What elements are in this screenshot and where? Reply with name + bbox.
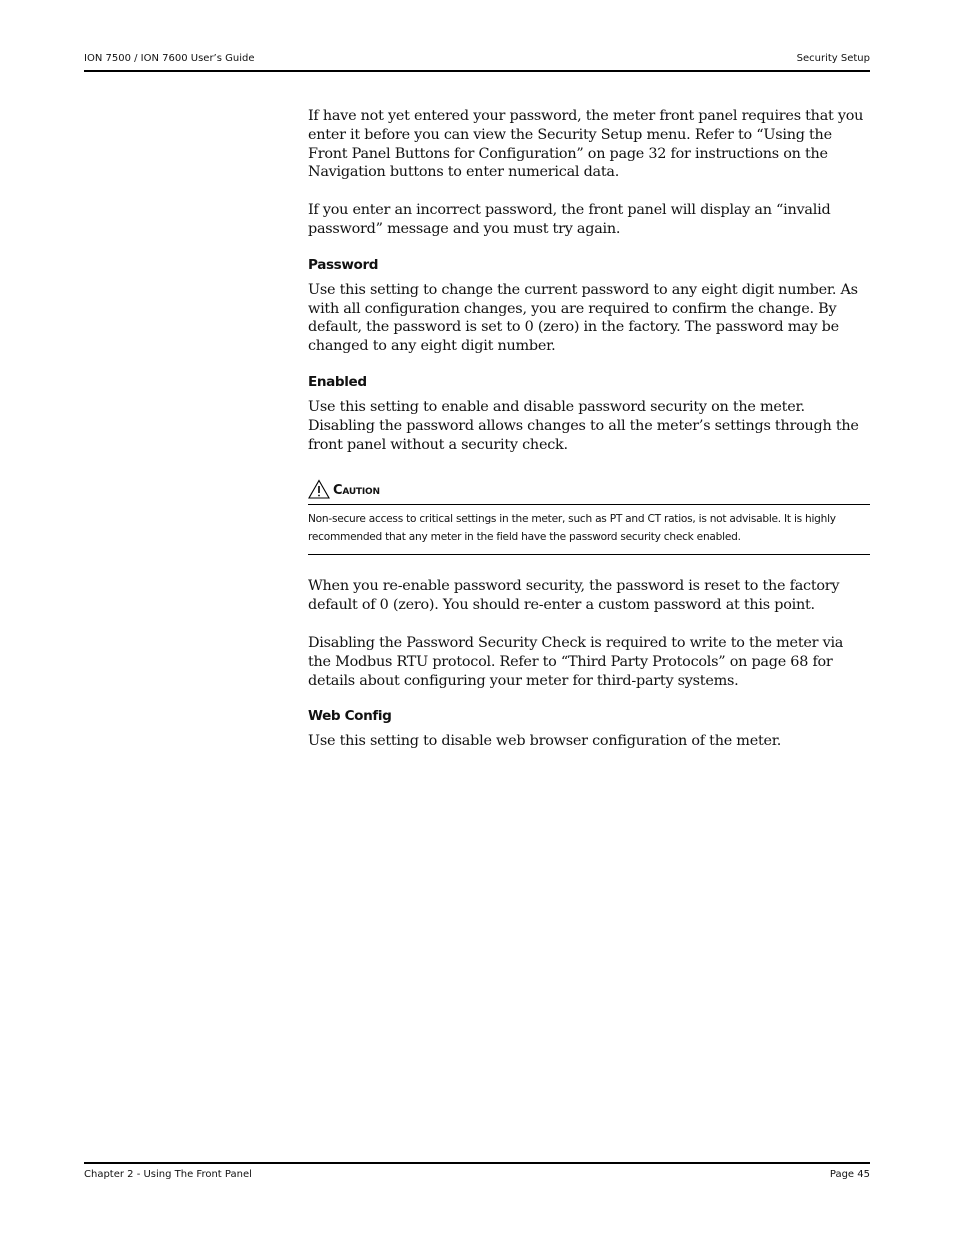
caution-heading (308, 477, 870, 499)
footer-chapter-title: Chapter 2 - Using The Front Panel (84, 1169, 252, 1180)
intro-paragraph-1: If have not yet entered your password, the meter front panel requires that you enter it before you can view the Security Setup menu. Refer to “Using the Front Panel Buttons for Configuration” on page 32 for instructions on the Navigation buttons to enter numerical data. (308, 108, 864, 181)
header-document-title: ION 7500 / ION 7600 User’s Guide (84, 53, 255, 64)
modbus-paragraph: Disabling the Password Security Check is required to write to the meter via the Modbus RTU protocol. Refer to “Third Party Protocols” on page 68 for details about configuring your meter for third-party systems. (308, 634, 844, 689)
running-header (84, 52, 870, 72)
re-enable-paragraph: When you re-enable password security, the password is reset to the factory default of 0 (zero). You should re-enter a custom password at this point. (308, 578, 840, 614)
web-config-heading: Web Config (308, 708, 392, 725)
warning-triangle-icon (308, 479, 330, 499)
caution-title: Caution (333, 483, 380, 499)
caution-text: Non-secure access to critical settings in the meter, such as PT and CT ratios, is not advisable. It is highly recommended that any meter in the field have the password security check enabled. (308, 513, 836, 544)
caution-box (308, 504, 870, 555)
page-content (308, 107, 870, 751)
enabled-heading: Enabled (308, 373, 367, 390)
header-section-title: Security Setup (796, 53, 870, 64)
footer-page-number: Page 45 (829, 1169, 870, 1180)
running-footer (84, 1162, 870, 1186)
intro-paragraph-2: If you enter an incorrect password, the front panel will display an “invalid password” message and you must try again. (308, 202, 831, 237)
password-paragraph: Use this setting to change the current password to any eight digit number. As with all configuration changes, you are required to confirm the change. By default, the password is set to 0 (zero) in the factory. The password may be changed to any eight digit number. (308, 281, 858, 355)
web-config-paragraph: Use this setting to disable web browser configuration of the meter. (308, 733, 782, 750)
enabled-paragraph: Use this setting to enable and disable password security on the meter. Disabling the password allows changes to all the meter’s settings through the front panel without a security check. (308, 398, 859, 453)
password-heading: Password (308, 256, 379, 273)
